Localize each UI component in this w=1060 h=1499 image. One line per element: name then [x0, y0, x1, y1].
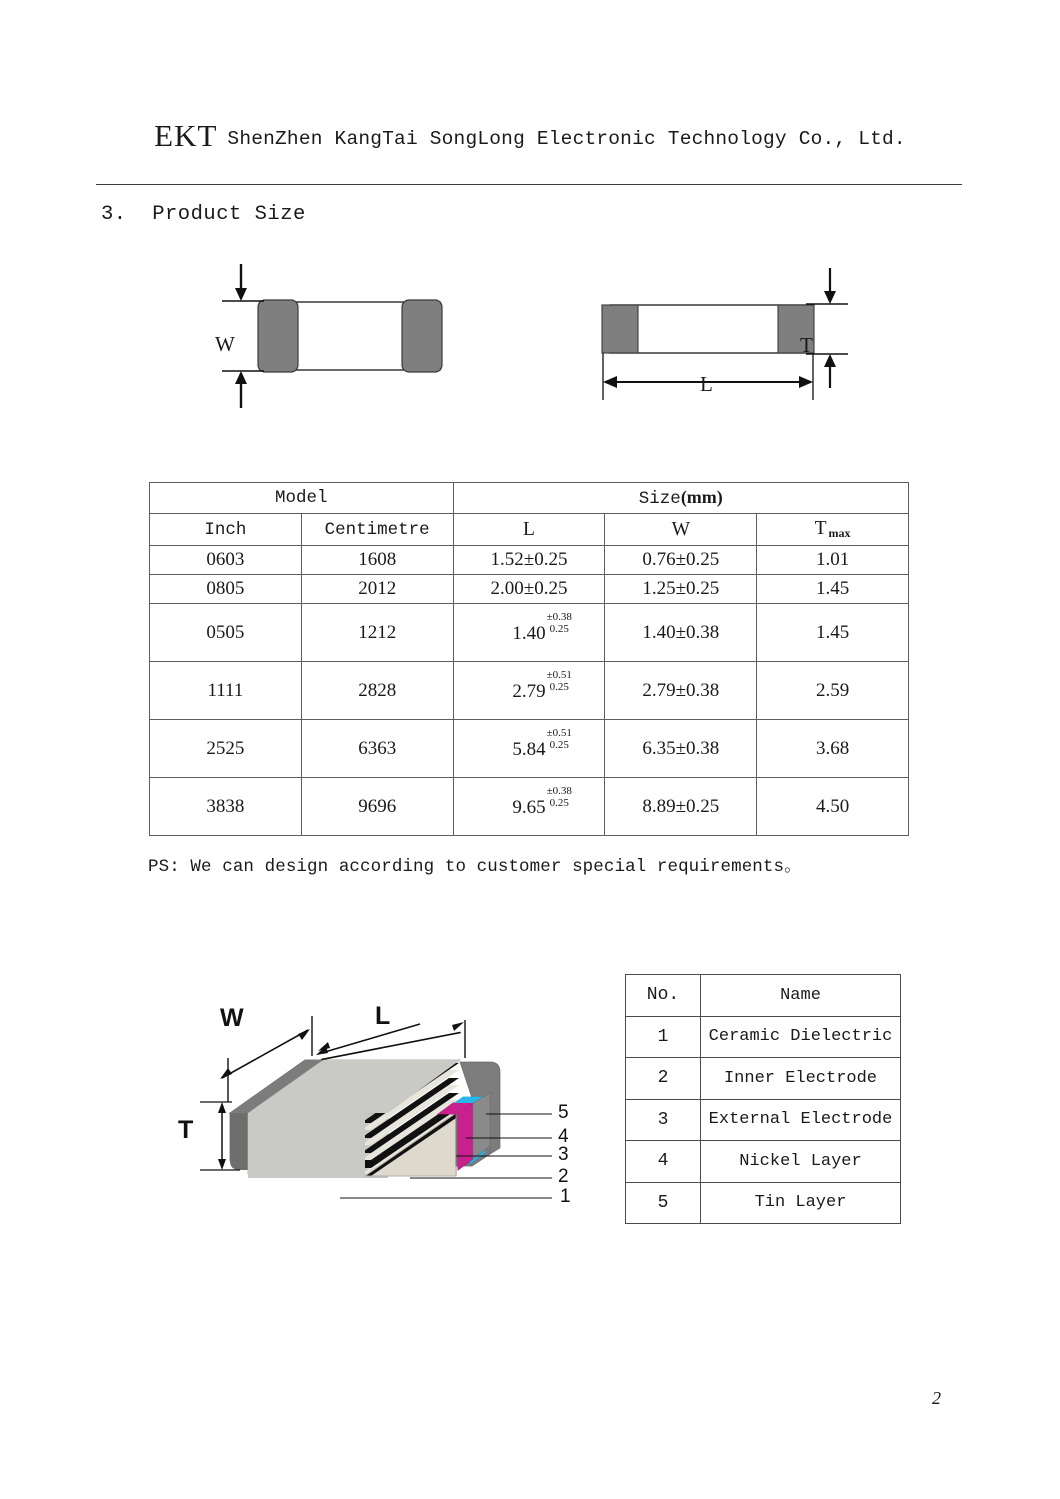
tolerance-upper: ±0.51	[546, 727, 572, 739]
legend-header-no: No.	[626, 975, 701, 1017]
table-row	[150, 575, 909, 604]
cell-centimetre: 9696	[301, 778, 453, 836]
cell-length	[453, 720, 605, 778]
figure-thickness-label: T	[178, 1116, 194, 1144]
cell-length-value: 9.65	[512, 797, 546, 818]
column-header-l: L	[453, 514, 605, 546]
cell-centimetre: 2828	[301, 662, 453, 720]
table-row	[626, 1016, 901, 1058]
legend-cell-no: 4	[626, 1141, 701, 1183]
table-group-header-row	[150, 483, 909, 514]
group-header-size-text: Size	[638, 489, 681, 509]
legend-cell-name: Tin Layer	[701, 1182, 901, 1224]
side-view-length-label: L	[700, 372, 713, 396]
page-number: 2	[932, 1388, 941, 1408]
cell-length-value: 2.79	[512, 681, 546, 702]
figure-length-label: L	[375, 1002, 391, 1030]
table-row	[626, 1141, 901, 1183]
cell-width: 2.79±0.38	[605, 662, 757, 720]
table-column-header-row	[150, 514, 909, 546]
brand-logo-text: EKT	[154, 118, 218, 153]
cell-width: 8.89±0.25	[605, 778, 757, 836]
legend-header-row	[626, 975, 901, 1017]
legend-cell-no: 1	[626, 1016, 701, 1058]
cell-tmax: 3.68	[757, 720, 909, 778]
cell-tmax: 1.01	[757, 546, 909, 575]
callout-number-5: 5	[558, 1102, 569, 1123]
side-view-drawing	[590, 252, 910, 422]
tolerance-lower: 0.25	[549, 797, 569, 809]
mlcc-cutaway-figure	[160, 998, 580, 1228]
header-divider-rule	[96, 184, 962, 185]
cell-inch: 1111	[150, 662, 302, 720]
column-header-t-text: T	[814, 518, 827, 539]
table-row	[626, 1099, 901, 1141]
cell-width: 1.40±0.38	[605, 604, 757, 662]
callout-number-3: 3	[558, 1144, 569, 1165]
cell-width: 0.76±0.25	[605, 546, 757, 575]
cell-length	[453, 662, 605, 720]
group-header-size-unit: (mm)	[680, 487, 723, 507]
legend-cell-no: 2	[626, 1058, 701, 1100]
cell-inch: 0505	[150, 604, 302, 662]
top-view-width-label: W	[215, 332, 235, 356]
table-row	[626, 1058, 901, 1100]
cell-centimetre: 1212	[301, 604, 453, 662]
legend-cell-name: External Electrode	[701, 1099, 901, 1141]
cell-inch: 3838	[150, 778, 302, 836]
cell-length: 1.52±0.25	[453, 546, 605, 575]
cell-width: 1.25±0.25	[605, 575, 757, 604]
table-row	[150, 778, 909, 836]
tolerance-lower: 0.25	[549, 739, 569, 751]
custom-design-note: PS: We can design according to customer special requirements。	[148, 857, 802, 877]
side-view-thickness-label: T	[800, 333, 813, 357]
product-dimension-drawings	[0, 252, 1060, 422]
cell-centimetre: 1608	[301, 546, 453, 575]
table-row	[150, 662, 909, 720]
cell-tmax: 1.45	[757, 575, 909, 604]
table-row	[150, 720, 909, 778]
column-header-tmax	[757, 514, 909, 546]
product-size-table	[149, 482, 909, 836]
column-header-inch: Inch	[150, 514, 302, 546]
tolerance-upper: ±0.51	[546, 669, 572, 681]
cell-inch: 0603	[150, 546, 302, 575]
callout-number-2: 2	[558, 1166, 569, 1187]
group-header-size	[453, 483, 908, 514]
callout-number-4: 4	[558, 1126, 569, 1147]
figure-width-label: W	[220, 1004, 244, 1032]
cell-width: 6.35±0.38	[605, 720, 757, 778]
tolerance-upper: ±0.38	[546, 785, 572, 797]
column-header-w: W	[605, 514, 757, 546]
column-header-t-subscript: max	[828, 526, 851, 540]
cell-inch: 2525	[150, 720, 302, 778]
legend-header-name: Name	[701, 975, 901, 1017]
cell-centimetre: 2012	[301, 575, 453, 604]
cell-tmax: 1.45	[757, 604, 909, 662]
length-dimension-arrow	[318, 1022, 464, 1060]
cell-length: 2.00±0.25	[453, 575, 605, 604]
table-row	[626, 1182, 901, 1224]
cell-length	[453, 604, 605, 662]
cell-length-value: 5.84	[512, 739, 546, 760]
legend-cell-name: Nickel Layer	[701, 1141, 901, 1183]
group-header-model: Model	[150, 483, 454, 514]
legend-cell-name: Inner Electrode	[701, 1058, 901, 1100]
company-name: ShenZhen KangTai SongLong Electronic Technology Co., Ltd.	[227, 128, 906, 150]
document-header	[0, 118, 1060, 154]
cell-tmax: 4.50	[757, 778, 909, 836]
page-title: 3. Product Size	[101, 203, 306, 226]
legend-cell-no: 3	[626, 1099, 701, 1141]
cell-tmax: 2.59	[757, 662, 909, 720]
table-row	[150, 604, 909, 662]
cell-length-value: 1.40	[512, 623, 546, 644]
table-row	[150, 546, 909, 575]
column-header-centimetre: Centimetre	[301, 514, 453, 546]
cell-length	[453, 778, 605, 836]
layer-legend-table	[625, 974, 901, 1224]
tolerance-lower: 0.25	[549, 681, 569, 693]
cell-centimetre: 6363	[301, 720, 453, 778]
callout-number-1: 1	[560, 1186, 571, 1207]
cell-inch: 0805	[150, 575, 302, 604]
legend-cell-no: 5	[626, 1182, 701, 1224]
tolerance-upper: ±0.38	[546, 611, 572, 623]
legend-cell-name: Ceramic Dielectric	[701, 1016, 901, 1058]
tolerance-lower: 0.25	[549, 623, 569, 635]
